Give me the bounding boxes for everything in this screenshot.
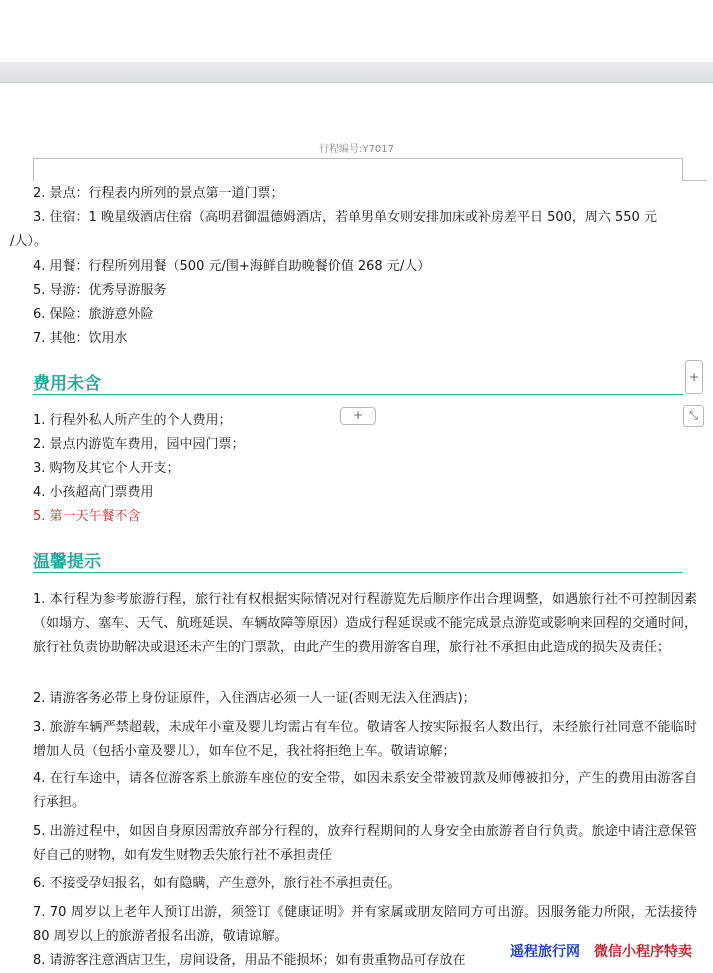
section-title-excluded: 费用未含 [33,374,101,394]
included-item: 2. 景点：行程表内所列的景点第一道门票； [33,186,284,201]
itinerary-code-header: 行程编号:Y7017 [319,144,394,155]
included-item: 7. 其他：饮用水 [33,331,128,346]
window-top-area [0,0,713,62]
excluded-item-highlight: 5. 第一天午餐不含 [33,509,141,524]
tip-item: 5. 出游过程中，如因自身原因需放弃部分行程的，放弃行程期间的人身安全由旅游者自行负责。旅途中请注意保管好自己的财物，如有发生财物丢失旅行社不承担责任 [33,824,697,863]
included-item: 4. 用餐：行程所列用餐（500 元/围+海鲜自助晚餐价值 268 元/人） [33,259,431,274]
section-rule [33,572,683,573]
add-block-button[interactable]: + [685,360,703,394]
watermark-site-name: 遥程旅行网 [510,944,580,960]
section-title-tips: 温馨提示 [33,552,101,572]
included-item: 6. 保险：旅游意外险 [33,307,154,322]
excluded-item: 2. 景点内游览车费用，园中园门票； [33,437,245,452]
tip-item: 7. 70 周岁以上老年人预订出游，须签订《健康证明》并有家属或朋友陪同方可出游。因服务能力所限，无法接待 80 周岁以上的旅游者报名出游，敬请谅解。 [33,905,697,944]
excluded-item: 3. 购物及其它个人开支； [33,461,180,476]
watermark-miniprogram: 微信小程序特卖 [594,944,692,960]
excluded-item: 1. 行程外私人所产生的个人费用； [33,413,232,428]
excluded-item: 4. 小孩超高门票费用 [33,485,154,500]
expand-icon[interactable]: ⤡ [683,405,704,427]
header-frame [33,158,683,181]
tip-item: 8. 请游客注意酒店卫生，房间设备，用品不能损坏；如有贵重物品可存放在 [33,953,466,968]
header-frame-tick [683,180,707,181]
toolbar-strip [0,62,713,83]
insert-row-button[interactable]: + [340,407,376,425]
tip-item: 6. 不接受孕妇报名，如有隐瞒，产生意外，旅行社不承担责任。 [33,876,401,891]
included-item: 5. 导游：优秀导游服务 [33,283,167,298]
tip-item: 1. 本行程为参考旅游行程，旅行社有权根据实际情况对行程游览先后顺序作出合理调整，如遇旅行社不可控制因素（如塌方、塞车、天气、航班延误、车辆故障等原因）造成行程延误或不能完成景点游览或影响来回程的交通时间，旅行社负责协助解决或退还未产生的门票款，由此产生的费用游客自理，旅行社不承担由此造成的损失及责任； [33,592,697,655]
included-item: 3. 住宿：1 晚星级酒店住宿（高明君御温德姆酒店，若单男单女则安排加床或补房差平日 500，周六 550 元 [33,210,657,225]
section-rule [33,394,683,395]
tip-item: 4. 在行车途中，请各位游客系上旅游车座位的安全带，如因未系安全带被罚款及师傅被扣分，产生的费用由游客自行承担。 [33,771,697,810]
tip-item: 3. 旅游车辆严禁超载，未成年小童及婴儿均需占有车位。敬请客人按实际报名人数出行，未经旅行社同意不能临时增加人员（包括小童及婴儿），如车位不足，我社将拒绝上车。敬请谅解； [33,720,697,759]
included-item-continued: /人）。 [10,234,47,249]
tip-item: 2. 请游客务必带上身份证原件，入住酒店必须一人一证(否则无法入住酒店)； [33,691,476,706]
